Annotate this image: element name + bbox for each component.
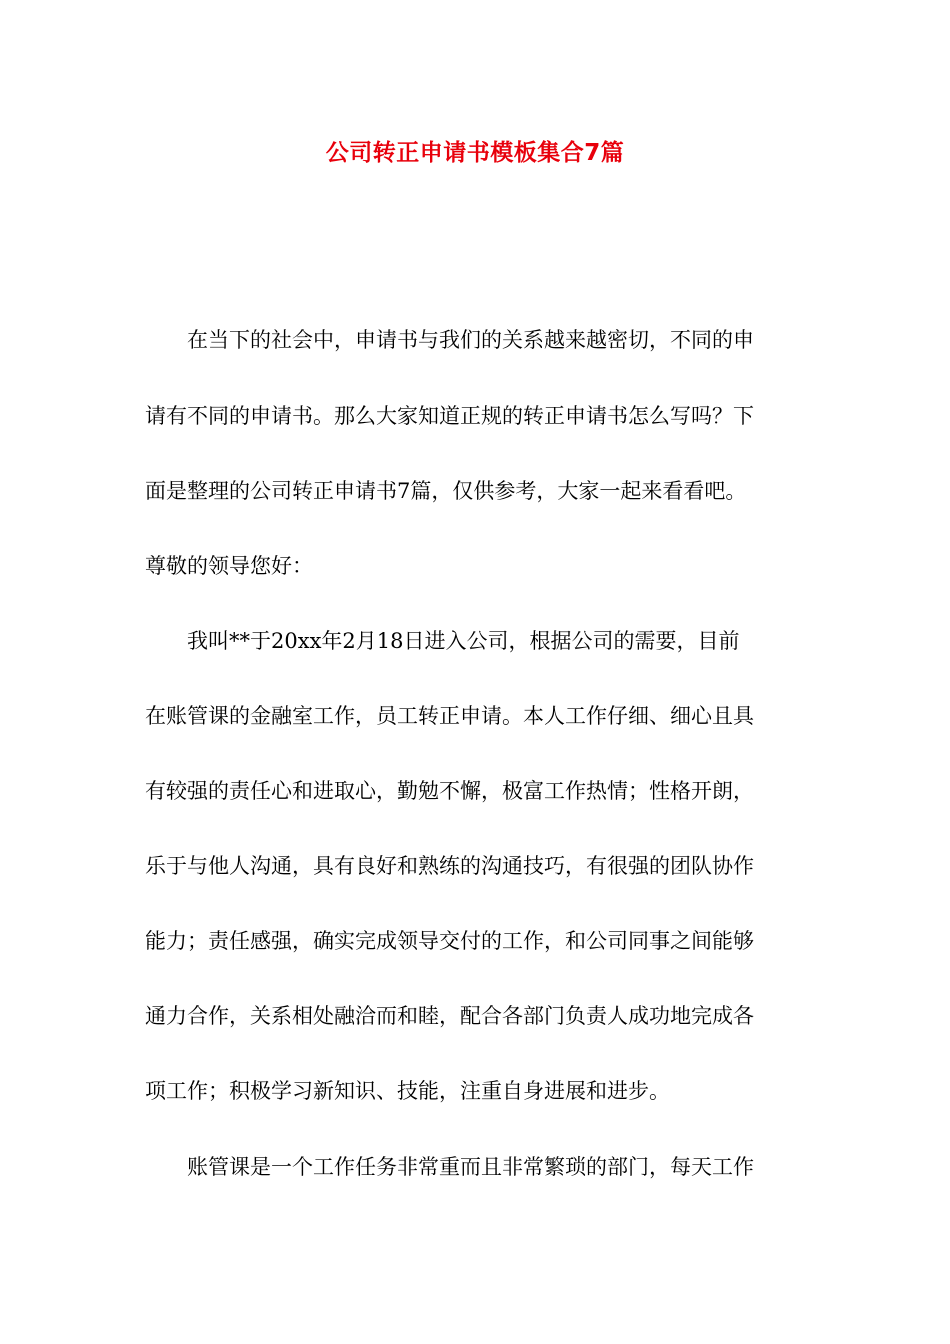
body-line-12: 账管课是一个工作任务非常重而且非常繁琐的部门，每天工作 [145, 1155, 754, 1179]
body-line-7: 有较强的责任心和进取心，勤勉不懈，极富工作热情；性格开朗， [145, 779, 754, 803]
body-line-11: 项工作；积极学习新知识、技能，注重自身进展和进步。 [145, 1079, 670, 1103]
body-line-1: 在当下的社会中，申请书与我们的关系越来越密切，不同的申 [145, 328, 754, 352]
body-line-3: 面是整理的公司转正申请书7篇，仅供参考，大家一起来看看吧。 [145, 479, 747, 503]
body-line-10: 通力合作，关系相处融洽而和睦，配合各部门负责人成功地完成各 [145, 1004, 754, 1028]
body-line-5: 我叫**于20xx年2月18日进入公司，根据公司的需要，目前 [145, 629, 740, 653]
body-line-6: 在账管课的金融室工作，员工转正申请。本人工作仔细、细心且具 [145, 704, 754, 728]
body-line-2: 请有不同的申请书。那么大家知道正规的转正申请书怎么写吗？下 [145, 404, 754, 428]
salutation-line: 尊敬的领导您好： [145, 554, 313, 578]
body-line-9: 能力；责任感强，确实完成领导交付的工作，和公司同事之间能够 [145, 929, 754, 953]
body-line-8: 乐于与他人沟通，具有良好和熟练的沟通技巧，有很强的团队协作 [145, 854, 754, 878]
document-title: 公司转正申请书模板集合7篇 [325, 140, 625, 166]
